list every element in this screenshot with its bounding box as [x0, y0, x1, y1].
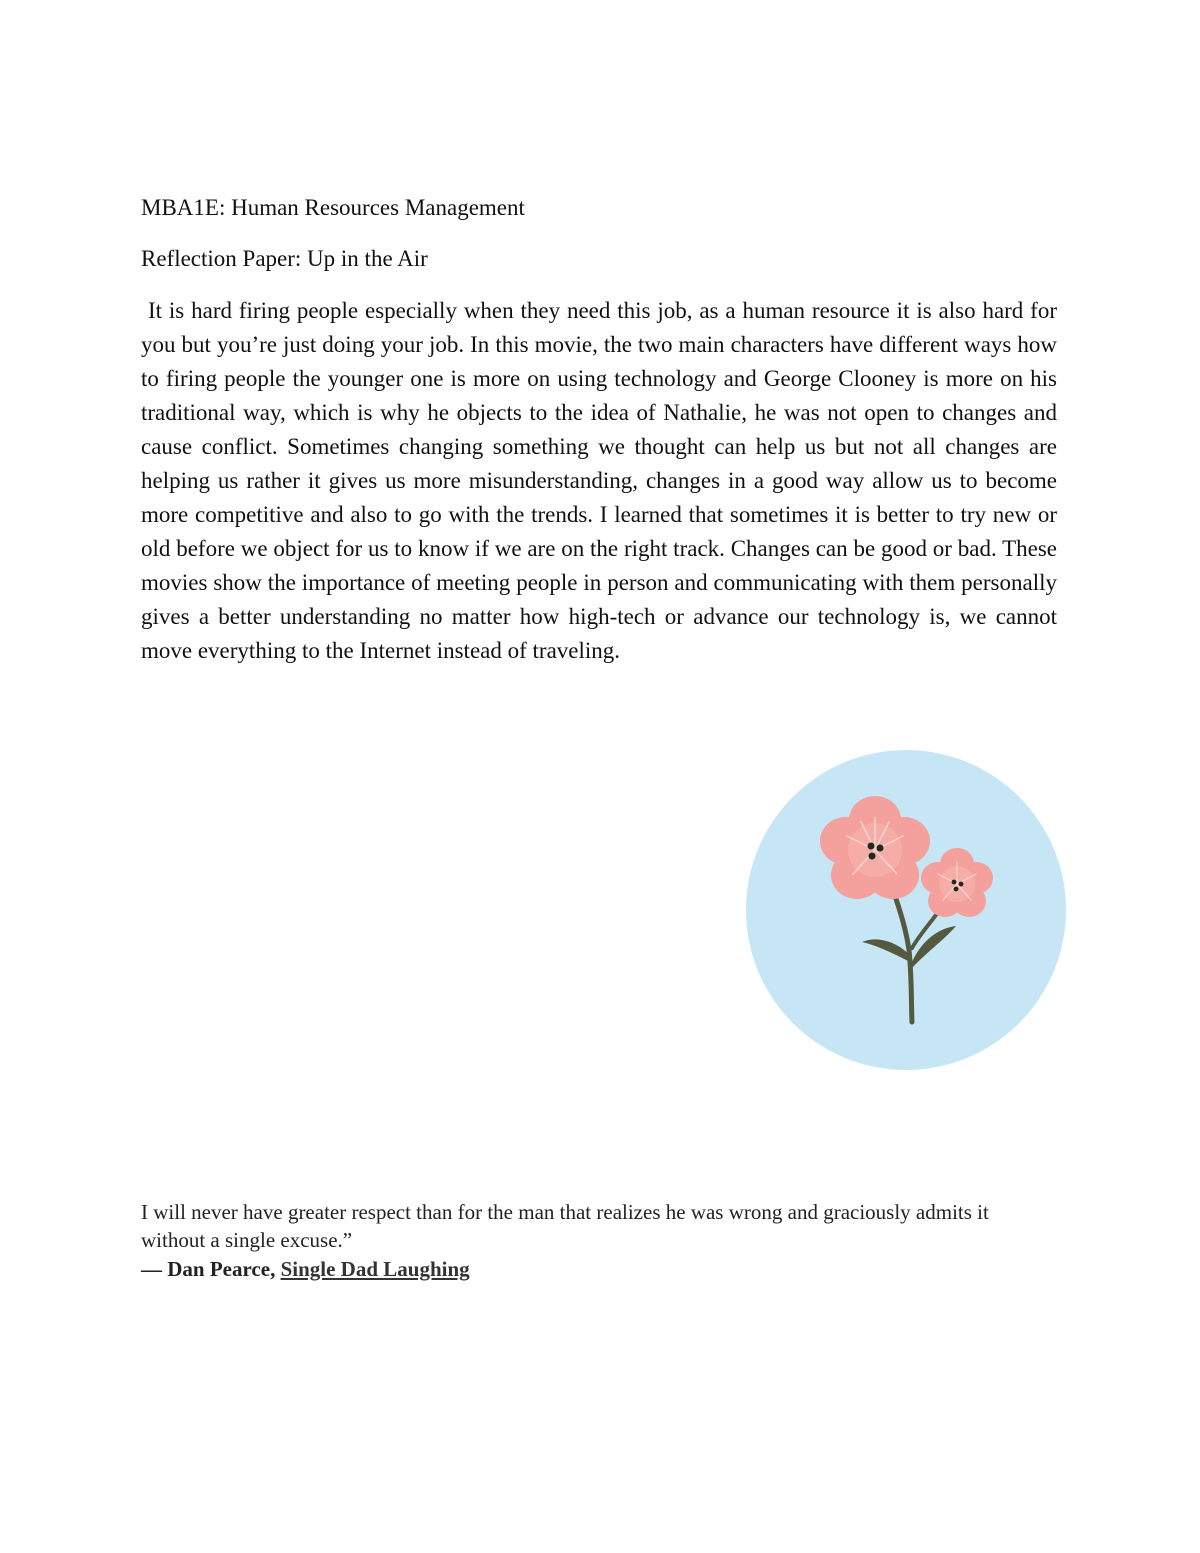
- book-title-link[interactable]: Single Dad Laughing: [280, 1257, 470, 1281]
- paper-title: Reflection Paper: Up in the Air: [141, 246, 428, 271]
- background-circle: [746, 750, 1066, 1070]
- flower-illustration-icon: [744, 750, 1069, 1072]
- course-title: MBA1E: Human Resources Management: [141, 195, 525, 220]
- quote-text: I will never have greater respect than for the man that realizes he was wrong and graciously admits it without a single excuse.”: [141, 1200, 989, 1252]
- quote-attribution: [141, 1254, 1041, 1284]
- quote-author: — Dan Pearce,: [141, 1257, 281, 1281]
- quote-block: [141, 1198, 1041, 1284]
- body-paragraph: It is hard firing people especially when they need this job, as a human resource it is also hard for you but you’re just doing your job. In this movie, the two main characters have different ways how to firing people the younger one is more on using technology and George Clooney is more on his traditional way, which is why he objects to the idea of Nathalie, he was not open to changes and cause conflict. Sometimes changing something we thought can help us but not all changes are helping us rather it gives us more misunderstanding, changes in a good way allow us to become more competitive and also to go with the trends. I learned that sometimes it is better to try new or old before we object for us to know if we are on the right track. Changes can be good or bad. These movies show the importance of meeting people in person and communicating with them personally gives a better understanding no matter how high-tech or advance our technology is, we cannot move everything to the Internet instead of traveling.: [141, 298, 1057, 663]
